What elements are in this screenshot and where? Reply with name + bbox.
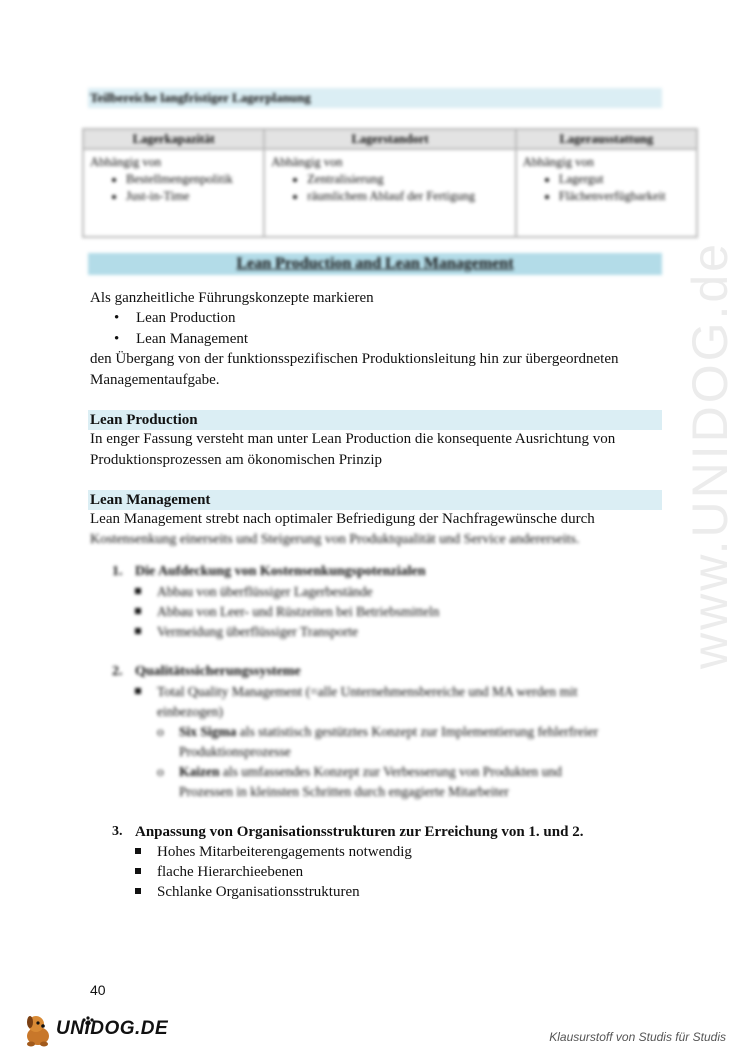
square-bullet-icon xyxy=(135,868,141,874)
cell-item: • Bestellmengenpolitik xyxy=(126,171,257,188)
list-subitem xyxy=(135,882,360,902)
list-title: Anpassung von Organisationsstrukturen zur Erreichung von 1. und 2. xyxy=(135,824,584,840)
list-subitem-cont: einbezogen) xyxy=(157,704,223,719)
list-number: 3. xyxy=(112,824,123,839)
intro-line: Als ganzheitliche Führungskonzepte markieren xyxy=(90,290,374,306)
bullet-label: Lean Production xyxy=(136,310,236,326)
logo-text: UNIDOG.DE xyxy=(56,1018,169,1039)
intro-bullet xyxy=(114,329,248,349)
intro-line: den Übergang von der funktionsspezifischen Produktionsleitung hin zur übergeordneten xyxy=(90,351,619,367)
cell-intro: Abhängig von xyxy=(271,155,343,169)
bullet-icon: • xyxy=(114,310,120,326)
lean-management-heading: Lean Management xyxy=(90,492,211,508)
list-title: Qualitätssicherungssysteme xyxy=(135,664,301,679)
bullet-label: Lean Management xyxy=(136,331,249,347)
storage-table xyxy=(82,128,698,238)
storage-table-header: Lagerstandort xyxy=(264,129,515,149)
lean-management-text: Kostensenkung einerseits und Steigerung von Produktqualität und Service andererseits. xyxy=(90,532,580,547)
list-subitem: Abbau von überflüssiger Lagerbestände xyxy=(135,582,373,602)
lean-production-heading: Lean Production xyxy=(90,412,198,428)
intro-line: Managementaufgabe. xyxy=(90,372,220,388)
list-subsubitem: o Kaizen als umfassendes Konzept zur Verbesserung von Produkten und xyxy=(157,764,562,779)
cell-item: • Flächenverfügbarkeit xyxy=(559,188,690,205)
watermark-text: www.UNIDOG.de xyxy=(682,241,738,669)
storage-table-cell xyxy=(264,149,515,237)
page-number: 40 xyxy=(90,982,106,998)
list-number: 2. xyxy=(112,664,123,679)
cell-item: • Zentralisierung xyxy=(307,171,508,188)
list-subitem: Total Quality Management (=alle Unternehmensbereiche und MA werden mit xyxy=(135,682,578,702)
subitem-label: Schlanke Organisationsstrukturen xyxy=(157,884,360,900)
list-title: Die Aufdeckung von Kostensenkungspotenzialen xyxy=(135,564,426,579)
storage-table-cell xyxy=(516,149,697,237)
subitem-label: flache Hierarchieebenen xyxy=(157,864,304,880)
storage-table-header: Lagerausstattung xyxy=(516,129,697,149)
lean-production-text: In enger Fassung versteht man unter Lean Production die konsequente Ausrichtung von xyxy=(90,431,616,447)
page-title: Lean Production and Lean Management xyxy=(236,255,514,272)
footer-slogan: Klausurstoff von Studis für Studis xyxy=(549,1030,726,1044)
cell-item: • Just-in-Time xyxy=(126,188,257,205)
cell-item: • räumlichem Ablauf der Fertigung xyxy=(307,188,508,205)
square-bullet-icon xyxy=(135,848,141,854)
list-subitem: Abbau von Leer- und Rüstzeiten bei Betriebsmitteln xyxy=(135,602,439,622)
storage-heading: Teilbereiche langfristiger Lagerplanung xyxy=(90,90,311,105)
cell-intro: Abhängig von xyxy=(90,155,162,169)
subitem-label: Hohes Mitarbeiterengagements notwendig xyxy=(157,844,412,860)
cell-item: • Lagergut xyxy=(559,171,690,188)
list-subitem xyxy=(135,842,412,862)
intro-bullet xyxy=(114,308,236,328)
list-subsubitem: o Six Sigma als statistisch gestütztes Konzept zur Implementierung fehlerfreier xyxy=(157,724,599,739)
list-subitem xyxy=(135,862,303,882)
storage-table-header: Lagerkapazität xyxy=(83,129,264,149)
list-subitem: Vermeidung überflüssiger Transporte xyxy=(135,622,358,642)
lean-management-text: Lean Management strebt nach optimaler Befriedigung der Nachfragewünsche durch xyxy=(90,511,595,527)
list-subsubitem-cont: Produktionsprozesse xyxy=(179,744,291,759)
bullet-icon: • xyxy=(114,331,120,347)
lean-production-text: Produktionsprozessen am ökonomischen Prinzip xyxy=(90,452,383,468)
square-bullet-icon xyxy=(135,888,141,894)
storage-table-cell xyxy=(83,149,264,237)
cell-intro: Abhängig von xyxy=(522,155,594,169)
list-number: 1. xyxy=(112,564,123,579)
list-subsubitem-cont: Prozessen in kleinsten Schritten durch engagierte Mitarbeiter xyxy=(179,784,509,799)
